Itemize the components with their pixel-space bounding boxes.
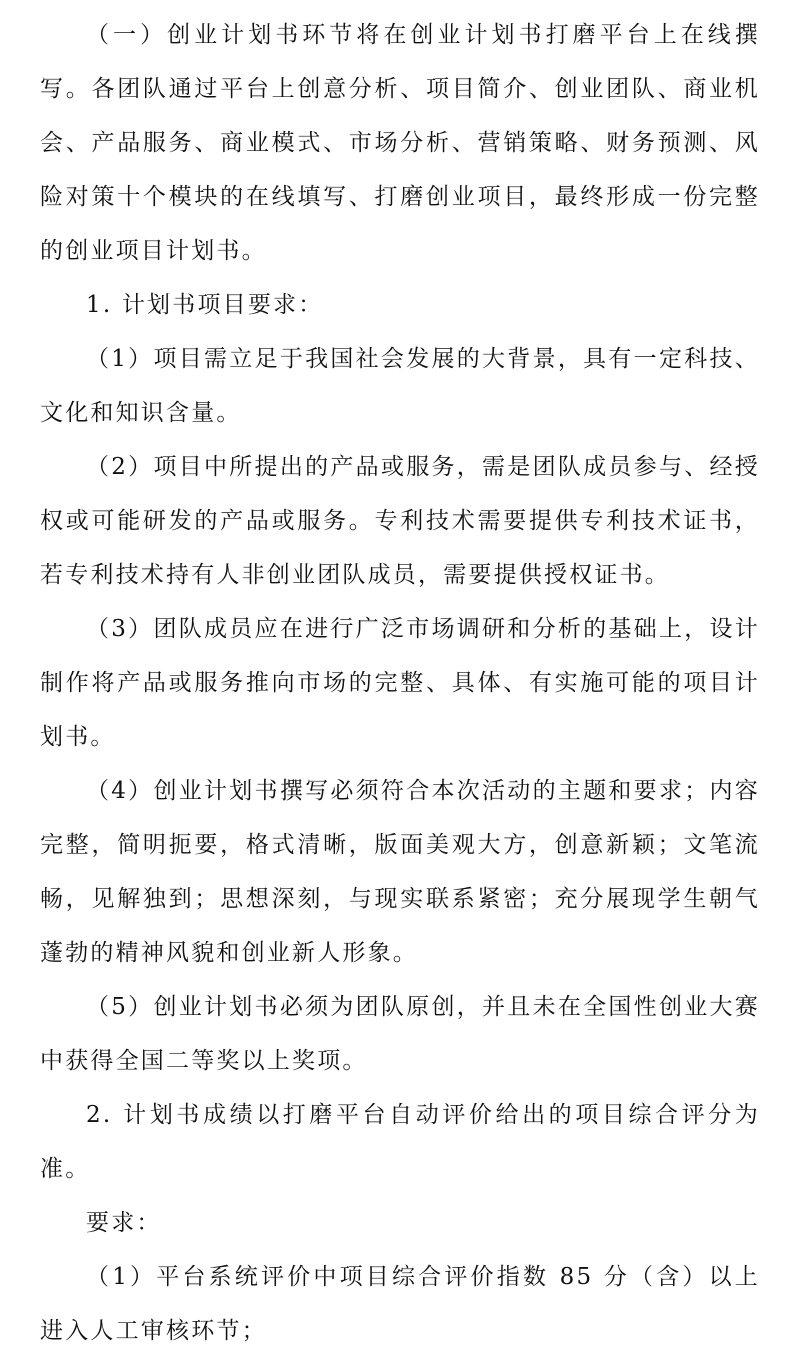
- requirement-item-5: （5）创业计划书必须为团队原创，并且未在全国性创业大赛中获得全国二等奖以上奖项。: [40, 994, 760, 1074]
- requirement-item-2: （2）项目中所提出的产品或服务，需是团队成员参与、经授权或可能研发的产品或服务。专利技术需要提供专利技术证书，若专利技术持有人非创业团队成员，需要提供授权证书。: [40, 454, 760, 588]
- heading-plan-requirements: 1. 计划书项目要求：: [86, 292, 324, 318]
- heading-scoring: 2. 计划书成绩以打磨平台自动评价给出的项目综合评分为准。: [40, 1102, 760, 1182]
- requirement-item-3: （3）团队成员应在进行广泛市场调研和分析的基础上，设计制作将产品或服务推向市场的完整、具体、有实施可能的项目计划书。: [40, 616, 760, 750]
- document-page: [40, 0, 760, 1358]
- requirement-item-1: （1）项目需立足于我国社会发展的大背景，具有一定科技、文化和知识含量。: [40, 346, 760, 426]
- heading-requirements: 要求：: [86, 1210, 162, 1236]
- scoring-item-1: （1）平台系统评价中项目综合评价指数 85 分（含）以上进入人工审核环节；: [40, 1264, 760, 1344]
- requirement-item-4: （4）创业计划书撰写必须符合本次活动的主题和要求；内容完整，简明扼要，格式清晰，版面美观大方，创意新颖；文笔流畅，见解独到；思想深刻，与现实联系紧密；充分展现学生朝气蓬勃的精神风貌和创业新人形象。: [40, 778, 760, 966]
- paragraph-intro: （一）创业计划书环节将在创业计划书打磨平台上在线撰写。各团队通过平台上创意分析、项目简介、创业团队、商业机会、产品服务、商业模式、市场分析、营销策略、财务预测、风险对策十个模块的在线填写、打磨创业项目，最终形成一份完整的创业项目计划书。: [40, 22, 760, 264]
